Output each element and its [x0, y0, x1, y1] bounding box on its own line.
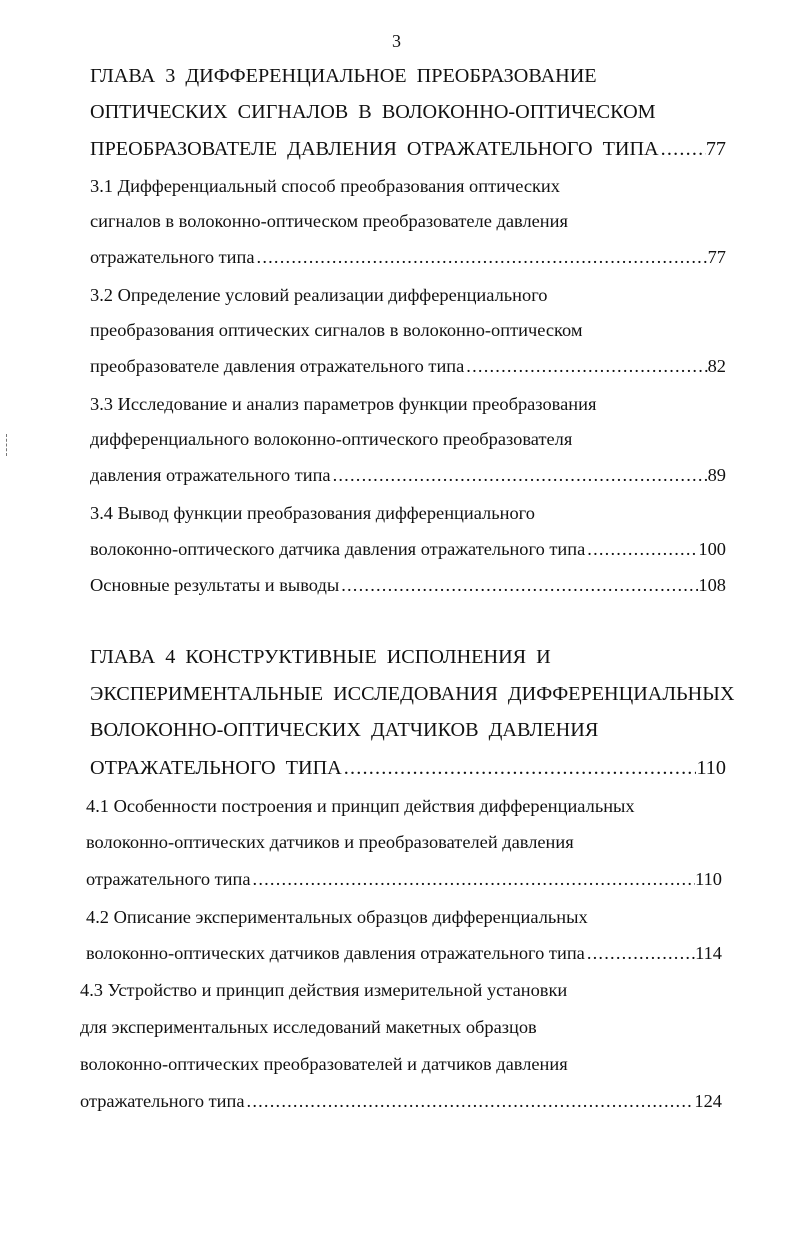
section-4-2-line-2: волоконно-оптических датчиков давления отражательного типа: [86, 943, 585, 963]
dot-leader: [333, 463, 708, 487]
chapter-4-title-entry[interactable]: [90, 756, 726, 780]
section-3-2-line-2: преобразования оптических сигналов в волоконно-оптическом: [90, 320, 583, 340]
chapter-3-title-line-2: ОПТИЧЕСКИХ СИГНАЛОВ В ВОЛОКОННО-ОПТИЧЕСКОМ: [90, 101, 656, 123]
dot-leader: [341, 573, 698, 597]
section-4-1-page: 110: [695, 869, 722, 889]
section-4-1-line-3: отражательного типа: [86, 869, 251, 889]
section-4-3-line-4: отражательного типа: [80, 1091, 245, 1111]
section-3-3-entry[interactable]: [90, 463, 726, 487]
chapter-3-title-line-1: ГЛАВА 3 ДИФФЕРЕНЦИАЛЬНОЕ ПРЕОБРАЗОВАНИЕ: [90, 65, 597, 87]
chapter-3-title-line-3: ПРЕОБРАЗОВАТЕЛЕ ДАВЛЕНИЯ ОТРАЖАТЕЛЬНОГО ТИПА: [90, 138, 659, 160]
margin-mark: [6, 434, 8, 456]
section-4-1-line-1: 4.1 Особенности построения и принцип действия дифференциальных: [86, 796, 635, 816]
section-3-4-line-2: волоконно-оптического датчика давления отражательного типа: [90, 539, 586, 559]
section-3-2-line-3: преобразователе давления отражательного типа: [90, 356, 465, 376]
section-3-1-entry[interactable]: [90, 245, 726, 269]
section-3-3-line-2: дифференциального волоконно-оптического преобразователя: [90, 429, 573, 449]
page-number: 3: [392, 31, 401, 51]
section-4-3-page: 124: [694, 1091, 722, 1111]
section-4-3-line-2: для экспериментальных исследований макетных образцов: [80, 1017, 537, 1037]
section-3-4-page: 100: [698, 539, 726, 559]
chapter-4-title-line-4: ОТРАЖАТЕЛЬНОГО ТИПА: [90, 757, 342, 779]
dot-leader: [257, 245, 708, 269]
section-3-3-line-1: 3.3 Исследование и анализ параметров функции преобразования: [90, 394, 597, 414]
section-4-3-entry[interactable]: [80, 1089, 722, 1113]
dot-leader: [344, 756, 697, 780]
section-3-3-page: 89: [707, 465, 726, 485]
dot-leader: [253, 867, 696, 891]
results-title: Основные результаты и выводы: [90, 575, 340, 595]
chapter-4-page: 110: [696, 757, 726, 779]
section-4-3-line-3: волоконно-оптических преобразователей и датчиков давления: [80, 1054, 568, 1074]
section-3-4-line-1: 3.4 Вывод функции преобразования дифференциального: [90, 503, 535, 523]
dot-leader: [587, 537, 698, 561]
section-3-2-line-1: 3.2 Определение условий реализации дифференциального: [90, 285, 548, 305]
chapter-4-title-line-2: ЭКСПЕРИМЕНТАЛЬНЫЕ ИССЛЕДОВАНИЯ ДИФФЕРЕНЦИАЛЬНЫХ: [90, 683, 735, 705]
section-4-2-entry[interactable]: [86, 941, 722, 965]
section-4-1-line-2: волоконно-оптических датчиков и преобразователей давления: [86, 832, 574, 852]
chapter-4-title-line-3: ВОЛОКОННО-ОПТИЧЕСКИХ ДАТЧИКОВ ДАВЛЕНИЯ: [90, 719, 599, 741]
results-page: 108: [698, 575, 726, 595]
section-3-1-line-3: отражательного типа: [90, 247, 255, 267]
section-3-4-entry[interactable]: [90, 537, 726, 561]
section-4-1-entry[interactable]: [86, 867, 722, 891]
section-4-2-page: 114: [695, 943, 722, 963]
section-3-1-line-2: сигналов в волоконно-оптическом преобразователе давления: [90, 211, 568, 231]
dot-leader: [661, 137, 706, 161]
dot-leader: [247, 1089, 695, 1113]
chapter-4-title-line-1: ГЛАВА 4 КОНСТРУКТИВНЫЕ ИСПОЛНЕНИЯ И: [90, 646, 551, 668]
section-4-3-line-1: 4.3 Устройство и принцип действия измерительной установки: [80, 980, 568, 1000]
dot-leader: [466, 354, 707, 378]
chapter-3-page: 77: [705, 138, 726, 160]
section-3-3-line-3: давления отражательного типа: [90, 465, 331, 485]
section-3-2-entry[interactable]: [90, 354, 726, 378]
section-4-2-line-1: 4.2 Описание экспериментальных образцов дифференциальных: [86, 907, 588, 927]
results-entry[interactable]: [90, 573, 726, 597]
section-3-2-page: 82: [707, 356, 726, 376]
section-3-1-line-1: 3.1 Дифференциальный способ преобразования оптических: [90, 176, 560, 196]
section-3-1-page: 77: [707, 247, 726, 267]
dot-leader: [587, 941, 695, 965]
chapter-3-title-entry[interactable]: [90, 137, 726, 161]
